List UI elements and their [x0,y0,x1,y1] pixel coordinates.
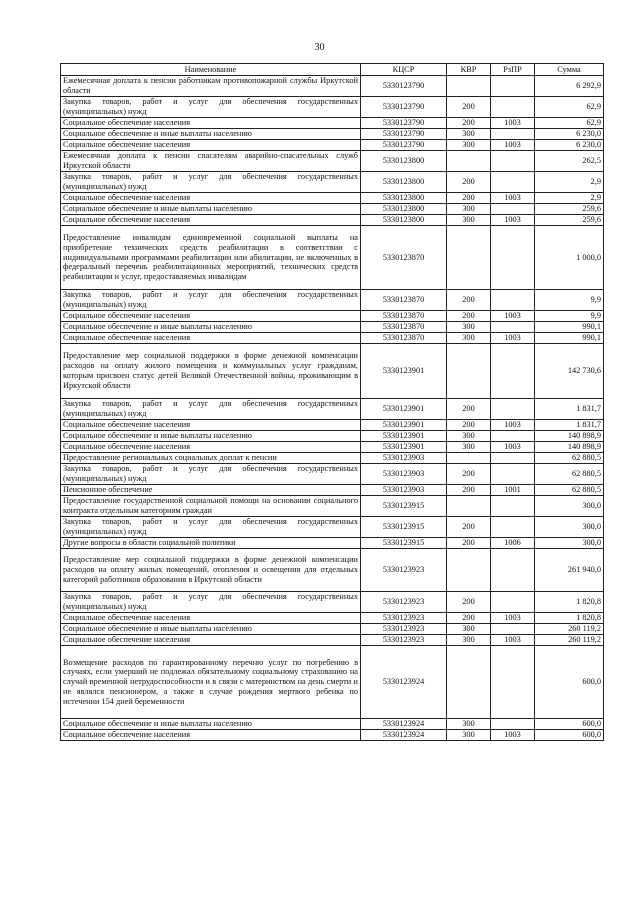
row-kcsr-cell: 5330123901 [361,420,447,431]
row-name-cell: Другие вопросы в области социальной политики [61,538,361,549]
row-kvr-cell [447,76,491,97]
row-sum-cell: 260 119,2 [535,635,604,646]
row-kvr-cell: 200 [447,538,491,549]
row-kvr-cell: 300 [447,215,491,226]
row-kvr-cell: 300 [447,140,491,151]
row-rzpr-cell: 1003 [491,613,535,624]
row-rzpr-cell: 1006 [491,538,535,549]
row-sum-cell: 6 230,0 [535,129,604,140]
row-sum-cell: 2,9 [535,172,604,193]
row-rzpr-cell [491,624,535,635]
row-sum-cell: 140 898,9 [535,442,604,453]
row-kcsr-cell: 5330123901 [361,431,447,442]
row-kcsr-cell: 5330123870 [361,290,447,311]
row-kvr-cell: 300 [447,129,491,140]
row-kvr-cell: 200 [447,97,491,118]
table-row [61,399,604,420]
row-sum-cell: 1 820,8 [535,592,604,613]
header-rzpr: РзПР [491,64,535,76]
row-kvr-cell: 200 [447,485,491,496]
row-kvr-cell: 200 [447,290,491,311]
row-kvr-cell: 200 [447,592,491,613]
row-kcsr-cell: 5330123923 [361,613,447,624]
row-sum-cell: 1 000,0 [535,226,604,290]
table-row [61,464,604,485]
row-rzpr-cell [491,719,535,730]
row-name-cell: Ежемесячная доплата к пенсии спасателям аварийно-спасательных служб Иркутской области [61,151,361,172]
row-rzpr-cell [491,76,535,97]
row-name-cell: Закупка товаров, работ и услуг для обеспечения государственных (муниципальных) нужд [61,517,361,538]
row-kvr-cell [447,344,491,399]
table-row [61,76,604,97]
table-row [61,97,604,118]
table-row [61,485,604,496]
row-sum-cell: 62 880,5 [535,485,604,496]
row-kvr-cell: 300 [447,442,491,453]
row-sum-cell: 260 119,2 [535,624,604,635]
row-name-cell: Закупка товаров, работ и услуг для обеспечения государственных (муниципальных) нужд [61,172,361,193]
row-rzpr-cell [491,431,535,442]
table-row [61,613,604,624]
row-rzpr-cell: 1003 [491,311,535,322]
row-name-cell: Социальное обеспечение и иные выплаты населению [61,719,361,730]
row-kvr-cell [447,646,491,719]
row-kvr-cell: 200 [447,193,491,204]
row-kcsr-cell: 5330123903 [361,453,447,464]
row-sum-cell: 9,9 [535,311,604,322]
row-sum-cell: 261 940,0 [535,549,604,592]
row-name-cell: Возмещение расходов по гарантированному перечню услуг по погребению в случаях, если умерший не подлежал обязательному социальному страхованию на случай временной нетрудоспособности и в связи с материнством на день смерти и не являлся пенсионером, а также в случае рождения мертвого ребенка по истечении 154 дней беременности [61,646,361,719]
row-sum-cell: 1 820,8 [535,613,604,624]
row-kvr-cell [447,226,491,290]
row-name-cell: Социальное обеспечение населения [61,613,361,624]
row-sum-cell: 600,0 [535,719,604,730]
row-kvr-cell: 300 [447,204,491,215]
row-name-cell: Закупка товаров, работ и услуг для обеспечения государственных (муниципальных) нужд [61,464,361,485]
row-kcsr-cell: 5330123901 [361,399,447,420]
table-row [61,719,604,730]
table-row [61,344,604,399]
row-kcsr-cell: 5330123870 [361,333,447,344]
row-kvr-cell: 200 [447,118,491,129]
row-rzpr-cell [491,322,535,333]
row-rzpr-cell [491,496,535,517]
header-sum: Сумма [535,64,604,76]
row-name-cell: Закупка товаров, работ и услуг для обеспечения государственных (муниципальных) нужд [61,399,361,420]
row-kvr-cell: 300 [447,635,491,646]
row-kcsr-cell: 5330123924 [361,719,447,730]
row-name-cell: Социальное обеспечение населения [61,193,361,204]
table-row [61,646,604,719]
row-rzpr-cell [491,151,535,172]
table-row [61,226,604,290]
row-sum-cell: 62 880,5 [535,464,604,485]
table-row [61,290,604,311]
row-name-cell: Ежемесячная доплата к пенсии работникам противопожарной службы Иркутской области [61,76,361,97]
row-name-cell: Социальное обеспечение населения [61,118,361,129]
row-kcsr-cell: 5330123790 [361,140,447,151]
row-rzpr-cell: 1003 [491,215,535,226]
row-kcsr-cell: 5330123800 [361,215,447,226]
table-row [61,204,604,215]
row-sum-cell: 259,6 [535,215,604,226]
row-kcsr-cell: 5330123870 [361,322,447,333]
row-sum-cell: 259,6 [535,204,604,215]
table-row [61,549,604,592]
row-rzpr-cell: 1003 [491,442,535,453]
row-sum-cell: 140 898,9 [535,431,604,442]
row-kcsr-cell: 5330123800 [361,151,447,172]
row-sum-cell: 62 880,5 [535,453,604,464]
row-kcsr-cell: 5330123870 [361,226,447,290]
row-sum-cell: 600,0 [535,646,604,719]
row-rzpr-cell [491,517,535,538]
row-rzpr-cell: 1003 [491,193,535,204]
row-kvr-cell: 200 [447,172,491,193]
row-kvr-cell: 200 [447,517,491,538]
table-row [61,311,604,322]
row-rzpr-cell: 1003 [491,730,535,741]
row-kcsr-cell: 5330123800 [361,193,447,204]
row-rzpr-cell: 1003 [491,118,535,129]
row-kcsr-cell: 5330123901 [361,344,447,399]
row-sum-cell: 300,0 [535,496,604,517]
row-kcsr-cell: 5330123903 [361,464,447,485]
row-kcsr-cell: 5330123915 [361,496,447,517]
row-name-cell: Закупка товаров, работ и услуг для обеспечения государственных (муниципальных) нужд [61,592,361,613]
row-kvr-cell [447,453,491,464]
table-row [61,431,604,442]
row-kcsr-cell: 5330123790 [361,97,447,118]
header-name: Наименование [61,64,361,76]
row-kcsr-cell: 5330123790 [361,76,447,97]
row-name-cell: Предоставление инвалидам единовременной социальной выплаты на приобретение технических средств реабилитации в соответствии с индивидуальными программами реабилитации или абилитации, не включенных в федеральный перечень реабилитационных мероприятий, технических средств реабилитации и услуг, предоставляемых инвалидам [61,226,361,290]
row-rzpr-cell [491,204,535,215]
row-rzpr-cell [491,592,535,613]
row-rzpr-cell: 1003 [491,635,535,646]
row-sum-cell: 990,1 [535,322,604,333]
row-name-cell: Закупка товаров, работ и услуг для обеспечения государственных (муниципальных) нужд [61,97,361,118]
page-number: 30 [314,42,325,53]
row-kcsr-cell: 5330123790 [361,129,447,140]
table-row [61,420,604,431]
row-name-cell: Социальное обеспечение населения [61,635,361,646]
row-rzpr-cell: 1003 [491,333,535,344]
row-kvr-cell: 200 [447,613,491,624]
row-kcsr-cell: 5330123903 [361,485,447,496]
row-rzpr-cell [491,129,535,140]
row-name-cell: Социальное обеспечение и иные выплаты населению [61,322,361,333]
row-kvr-cell [447,549,491,592]
row-rzpr-cell: 1003 [491,140,535,151]
row-rzpr-cell [491,399,535,420]
row-kcsr-cell: 5330123923 [361,624,447,635]
row-rzpr-cell [491,97,535,118]
table-row [61,624,604,635]
row-kcsr-cell: 5330123800 [361,172,447,193]
row-kvr-cell: 300 [447,322,491,333]
row-kcsr-cell: 5330123915 [361,538,447,549]
row-name-cell: Социальное обеспечение населения [61,140,361,151]
row-sum-cell: 6 230,0 [535,140,604,151]
table-row [61,592,604,613]
row-name-cell: Предоставление мер социальной поддержки в форме денежной компенсации расходов на оплату жилого помещения и коммунальных услуг гражданам, которым присвоен статус детей Великой Отечественной войны, проживающим в Иркутской области [61,344,361,399]
table-body [61,76,604,741]
table-row [61,730,604,741]
row-kcsr-cell: 5330123924 [361,730,447,741]
row-kcsr-cell: 5330123870 [361,311,447,322]
row-kvr-cell: 300 [447,719,491,730]
row-kvr-cell: 200 [447,399,491,420]
row-kvr-cell [447,496,491,517]
row-rzpr-cell [491,290,535,311]
row-name-cell: Социальное обеспечение населения [61,311,361,322]
row-name-cell: Предоставление мер социальной поддержки в форме денежной компенсации расходов на оплату жилых помещений, отопления и освещения для отдельных категорий работников образования в Иркутской области [61,549,361,592]
row-name-cell: Социальное обеспечение населения [61,215,361,226]
row-rzpr-cell [491,172,535,193]
row-name-cell: Предоставление государственной социальной помощи на основании социального контракта отдельным категориям граждан [61,496,361,517]
table-row [61,215,604,226]
row-rzpr-cell: 1003 [491,420,535,431]
row-kcsr-cell: 5330123924 [361,646,447,719]
row-kcsr-cell: 5330123923 [361,635,447,646]
table-row [61,151,604,172]
table-row [61,322,604,333]
row-rzpr-cell [491,344,535,399]
row-name-cell: Социальное обеспечение и иные выплаты населению [61,204,361,215]
row-rzpr-cell [491,549,535,592]
row-name-cell: Социальное обеспечение населения [61,333,361,344]
table-row [61,453,604,464]
row-name-cell: Социальное обеспечение и иные выплаты населению [61,129,361,140]
table-row [61,140,604,151]
row-name-cell: Социальное обеспечение населения [61,442,361,453]
table-row [61,496,604,517]
row-rzpr-cell: 1001 [491,485,535,496]
row-sum-cell: 1 831,7 [535,399,604,420]
row-name-cell: Пенсионное обеспечение [61,485,361,496]
row-kvr-cell: 200 [447,464,491,485]
row-kvr-cell: 300 [447,624,491,635]
row-sum-cell: 62,9 [535,97,604,118]
row-sum-cell: 142 730,6 [535,344,604,399]
row-kvr-cell: 300 [447,730,491,741]
table-row [61,442,604,453]
table-header-row [61,64,604,76]
row-rzpr-cell [491,453,535,464]
table-row [61,172,604,193]
row-name-cell: Предоставление региональных социальных доплат к пенсии [61,453,361,464]
row-kcsr-cell: 5330123923 [361,592,447,613]
budget-table [60,63,604,741]
row-kcsr-cell: 5330123923 [361,549,447,592]
row-sum-cell: 262,5 [535,151,604,172]
row-kvr-cell [447,151,491,172]
row-sum-cell: 600,0 [535,730,604,741]
row-rzpr-cell [491,226,535,290]
row-sum-cell: 2,9 [535,193,604,204]
row-kvr-cell: 300 [447,333,491,344]
row-name-cell: Социальное обеспечение и иные выплаты населению [61,431,361,442]
row-kcsr-cell: 5330123915 [361,517,447,538]
row-rzpr-cell [491,464,535,485]
table-row [61,538,604,549]
header-kcsr: КЦСР [361,64,447,76]
row-kcsr-cell: 5330123901 [361,442,447,453]
row-name-cell: Социальное обеспечение населения [61,420,361,431]
row-name-cell: Закупка товаров, работ и услуг для обеспечения государственных (муниципальных) нужд [61,290,361,311]
row-sum-cell: 990,1 [535,333,604,344]
table-row [61,635,604,646]
row-kvr-cell: 200 [447,420,491,431]
table-row [61,193,604,204]
table-row [61,333,604,344]
row-name-cell: Социальное обеспечение и иные выплаты населению [61,624,361,635]
header-kvr: КВР [447,64,491,76]
table-row [61,129,604,140]
row-kcsr-cell: 5330123790 [361,118,447,129]
row-kvr-cell: 200 [447,311,491,322]
row-sum-cell: 6 292,9 [535,76,604,97]
row-sum-cell: 9,9 [535,290,604,311]
row-kcsr-cell: 5330123800 [361,204,447,215]
table-row [61,118,604,129]
row-sum-cell: 300,0 [535,517,604,538]
row-sum-cell: 300,0 [535,538,604,549]
row-sum-cell: 62,9 [535,118,604,129]
row-rzpr-cell [491,646,535,719]
row-sum-cell: 1 831,7 [535,420,604,431]
row-name-cell: Социальное обеспечение населения [61,730,361,741]
row-kvr-cell: 300 [447,431,491,442]
table-row [61,517,604,538]
